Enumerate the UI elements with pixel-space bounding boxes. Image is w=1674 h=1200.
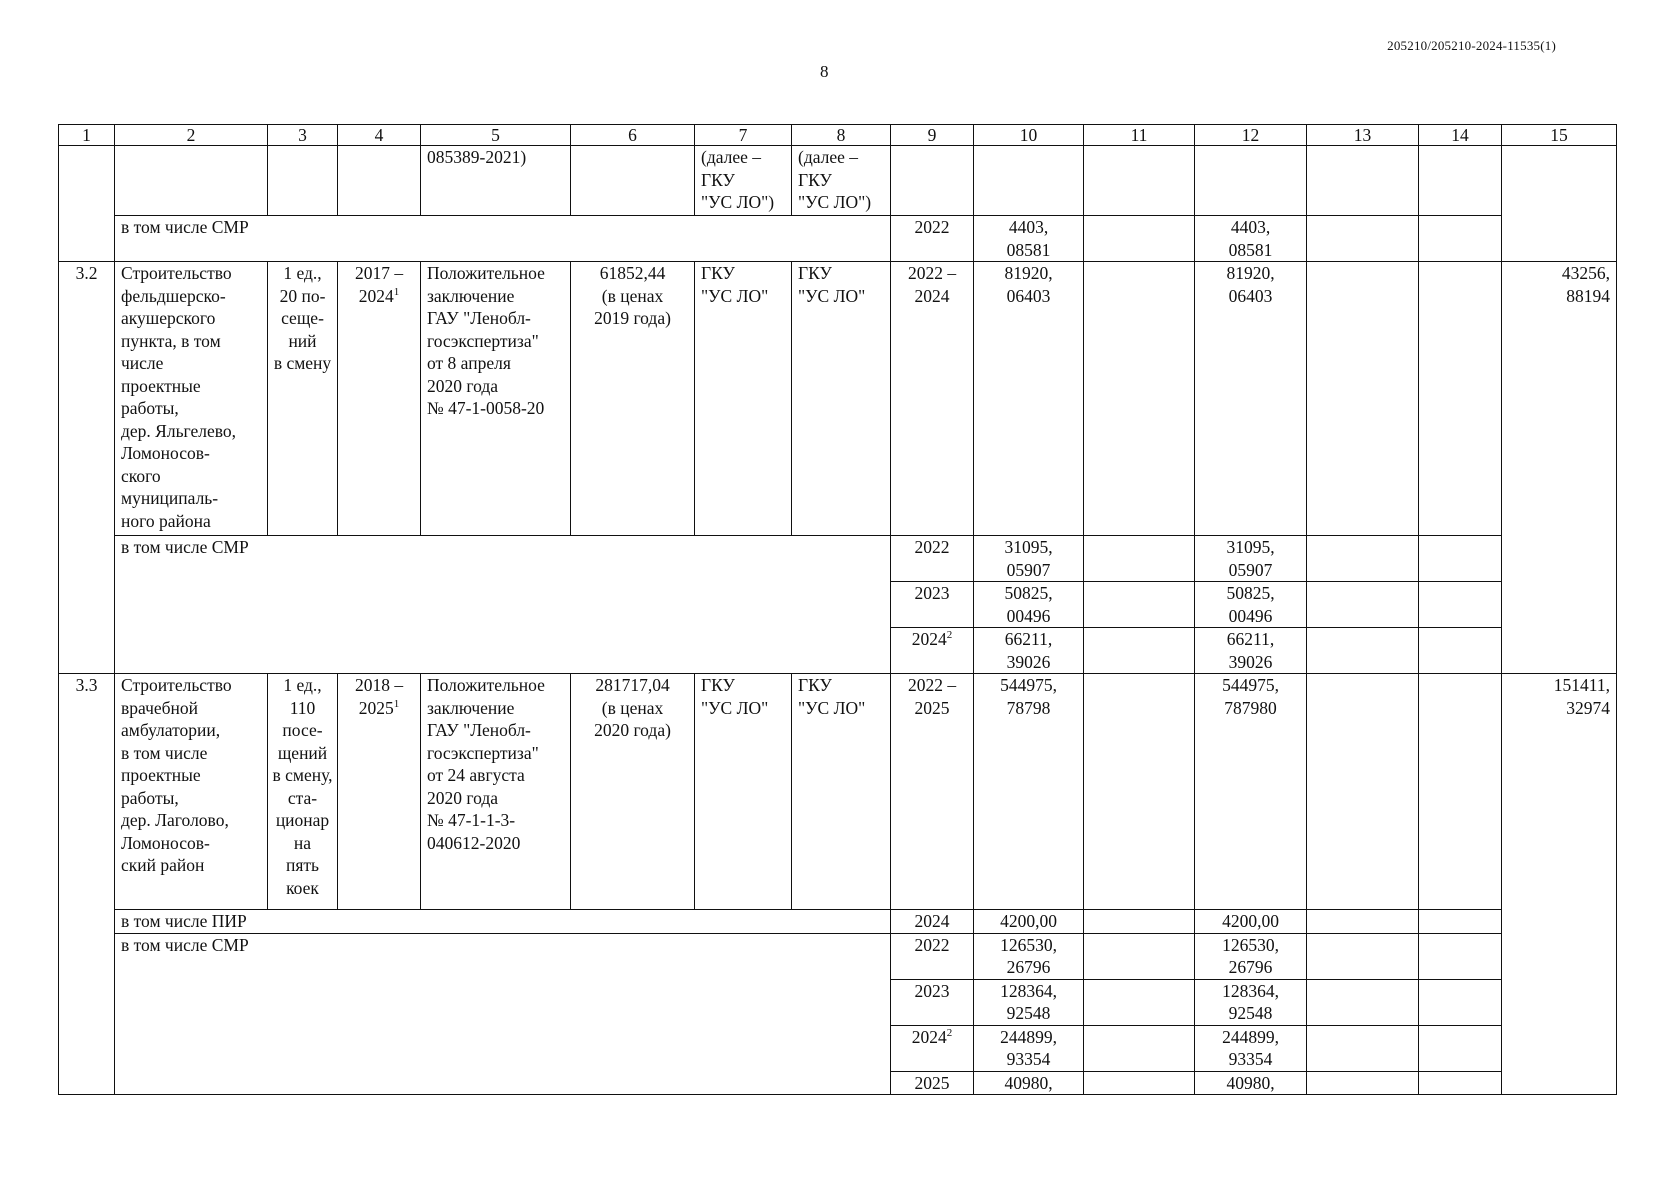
cell [1307, 262, 1419, 536]
cell [1419, 262, 1502, 536]
cell [1084, 536, 1195, 582]
period-cell [338, 262, 421, 536]
column-header: 3 [268, 125, 338, 146]
cell [1307, 536, 1419, 582]
cell [1307, 1071, 1419, 1095]
amount-cell: 50825, 00496 [1195, 582, 1307, 628]
amount-cell: 4200,00 [1195, 910, 1307, 934]
amount-cell: 126530, 26796 [974, 933, 1084, 979]
customer-cell: ГКУ "УС ЛО" [695, 262, 792, 536]
cell [1419, 910, 1502, 934]
column-header: 6 [571, 125, 695, 146]
item-number: 3.2 [59, 262, 115, 674]
table-row [59, 933, 1617, 979]
column-header: 12 [1195, 125, 1307, 146]
amount-cell: 50825, 00496 [974, 582, 1084, 628]
column-header: 13 [1307, 125, 1419, 146]
year-cell: 2022 [891, 933, 974, 979]
year-cell: 2022 – 2025 [891, 674, 974, 910]
column-header: 7 [695, 125, 792, 146]
builder-cell: ГКУ "УС ЛО" [792, 674, 891, 910]
cell [571, 146, 695, 216]
cell [338, 146, 421, 216]
cell [1084, 979, 1195, 1025]
cell [1084, 674, 1195, 910]
expertise-cell: 085389-2021) [421, 146, 571, 216]
item-number: 3.3 [59, 674, 115, 1095]
column-header: 10 [974, 125, 1084, 146]
cell [59, 146, 115, 262]
column-header: 5 [421, 125, 571, 146]
year-cell [891, 628, 974, 674]
column-number-row [59, 125, 1617, 146]
cell [268, 146, 338, 216]
amount-cell: 66211, 39026 [974, 628, 1084, 674]
capacity-cell: 1 ед., 110 посе- щений в смену, ста- ционар на пять коек [268, 674, 338, 910]
amount-cell: 31095, 05907 [974, 536, 1084, 582]
cell [1419, 1071, 1502, 1095]
builder-cell: (далее – ГКУ "УС ЛО") [792, 146, 891, 216]
cell [1419, 216, 1502, 262]
year-cell: 2023 [891, 582, 974, 628]
cell [1307, 582, 1419, 628]
amount-cell: 4200,00 [974, 910, 1084, 934]
year-cell [891, 1025, 974, 1071]
amount-cell: 544975, 78798 [974, 674, 1084, 910]
expertise-cell: Положительное заключение ГАУ "Ленобл- госэкспертиза" от 24 августа 2020 года № 47-1-1-3- 040612-2020 [421, 674, 571, 910]
cell [1502, 146, 1617, 262]
amount-cell: 128364, 92548 [1195, 979, 1307, 1025]
amount-cell: 244899, 93354 [974, 1025, 1084, 1071]
year-cell: 2024 [891, 910, 974, 934]
amount-cell: 40980, [1195, 1071, 1307, 1095]
amount-cell: 151411, 32974 [1502, 674, 1617, 1095]
cell [1307, 216, 1419, 262]
cell [1419, 674, 1502, 910]
cell [1307, 979, 1419, 1025]
cell [1419, 146, 1502, 216]
cost-cell: 61852,44 (в ценах 2019 года) [571, 262, 695, 536]
amount-cell: 4403, 08581 [974, 216, 1084, 262]
cell [1084, 146, 1195, 216]
cell [891, 146, 974, 216]
cell [1307, 628, 1419, 674]
column-header: 9 [891, 125, 974, 146]
cell [1307, 933, 1419, 979]
amount-cell: 244899, 93354 [1195, 1025, 1307, 1071]
year-cell: 2023 [891, 979, 974, 1025]
table-row [59, 674, 1617, 910]
column-header: 1 [59, 125, 115, 146]
subtotal-label: в том числе СМР [115, 216, 891, 262]
table-row [59, 262, 1617, 536]
year-text: 2024 [911, 1026, 947, 1047]
column-header: 4 [338, 125, 421, 146]
document-id: 205210/205210-2024-11535(1) [1387, 38, 1556, 53]
table-row [59, 536, 1617, 582]
subtotal-label: в том числе ПИР [115, 910, 891, 934]
amount-cell: 31095, 05907 [1195, 536, 1307, 582]
cell [1419, 628, 1502, 674]
amount-cell: 128364, 92548 [974, 979, 1084, 1025]
amount-cell: 4403, 08581 [1195, 216, 1307, 262]
investment-table [58, 124, 1617, 1095]
cell [1084, 582, 1195, 628]
period-text: 2017 – 2024 [354, 263, 404, 306]
cell [1307, 1025, 1419, 1071]
cost-cell: 281717,04 (в ценах 2020 года) [571, 674, 695, 910]
object-name: Строительство врачебной амбулатории, в том числе проектные работы, дер. Лаголово, Ломоносов- ский район [115, 674, 268, 910]
year-cell: 2022 [891, 536, 974, 582]
column-header: 14 [1419, 125, 1502, 146]
capacity-cell: 1 ед., 20 по- сеще- ний в смену [268, 262, 338, 536]
year-cell: 2025 [891, 1071, 974, 1095]
amount-cell: 66211, 39026 [1195, 628, 1307, 674]
cell [1084, 910, 1195, 934]
expertise-cell: Положительное заключение ГАУ "Ленобл- госэкспертиза" от 8 апреля 2020 года № 47-1-0058-20 [421, 262, 571, 536]
column-header: 8 [792, 125, 891, 146]
amount-cell: 81920, 06403 [974, 262, 1084, 536]
page-number: 8 [820, 62, 829, 81]
table-row [59, 910, 1617, 934]
cell [1419, 1025, 1502, 1071]
cell [1307, 146, 1419, 216]
amount-cell: 126530, 26796 [1195, 933, 1307, 979]
amount-cell: 81920, 06403 [1195, 262, 1307, 536]
amount-cell: 40980, [974, 1071, 1084, 1095]
column-header: 15 [1502, 125, 1617, 146]
cell [1307, 674, 1419, 910]
amount-cell: 544975, 787980 [1195, 674, 1307, 910]
year-cell: 2022 – 2024 [891, 262, 974, 536]
cell [1307, 910, 1419, 934]
table-row [59, 216, 1617, 262]
column-header: 11 [1084, 125, 1195, 146]
footnote-mark: 1 [393, 285, 400, 298]
cell [1419, 582, 1502, 628]
period-cell [338, 674, 421, 910]
cell [1084, 216, 1195, 262]
column-header: 2 [115, 125, 268, 146]
cell [1084, 628, 1195, 674]
footnote-mark: 2 [946, 629, 953, 642]
cell [1419, 933, 1502, 979]
table-row [59, 146, 1617, 216]
cell [974, 146, 1084, 216]
cell [1419, 979, 1502, 1025]
subtotal-label: в том числе СМР [115, 933, 891, 1095]
period-text: 2018 – 2025 [354, 675, 404, 718]
customer-cell: (далее – ГКУ "УС ЛО") [695, 146, 792, 216]
subtotal-label: в том числе СМР [115, 536, 891, 674]
cell [1084, 1071, 1195, 1095]
cell [1084, 262, 1195, 536]
amount-cell: 43256, 88194 [1502, 262, 1617, 674]
customer-cell: ГКУ "УС ЛО" [695, 674, 792, 910]
footnote-mark: 1 [393, 697, 400, 710]
cell [1419, 536, 1502, 582]
cell [1084, 1025, 1195, 1071]
year-cell: 2022 [891, 216, 974, 262]
cell [1195, 146, 1307, 216]
cell [115, 146, 268, 216]
year-text: 2024 [911, 629, 947, 649]
object-name: Строительство фельдшерско- акушерского пункта, в том числе проектные работы, дер. Яльгелево, Ломоносов- ского муниципаль- ного района [115, 262, 268, 536]
cell [1084, 933, 1195, 979]
builder-cell: ГКУ "УС ЛО" [792, 262, 891, 536]
footnote-mark: 2 [946, 1026, 953, 1039]
